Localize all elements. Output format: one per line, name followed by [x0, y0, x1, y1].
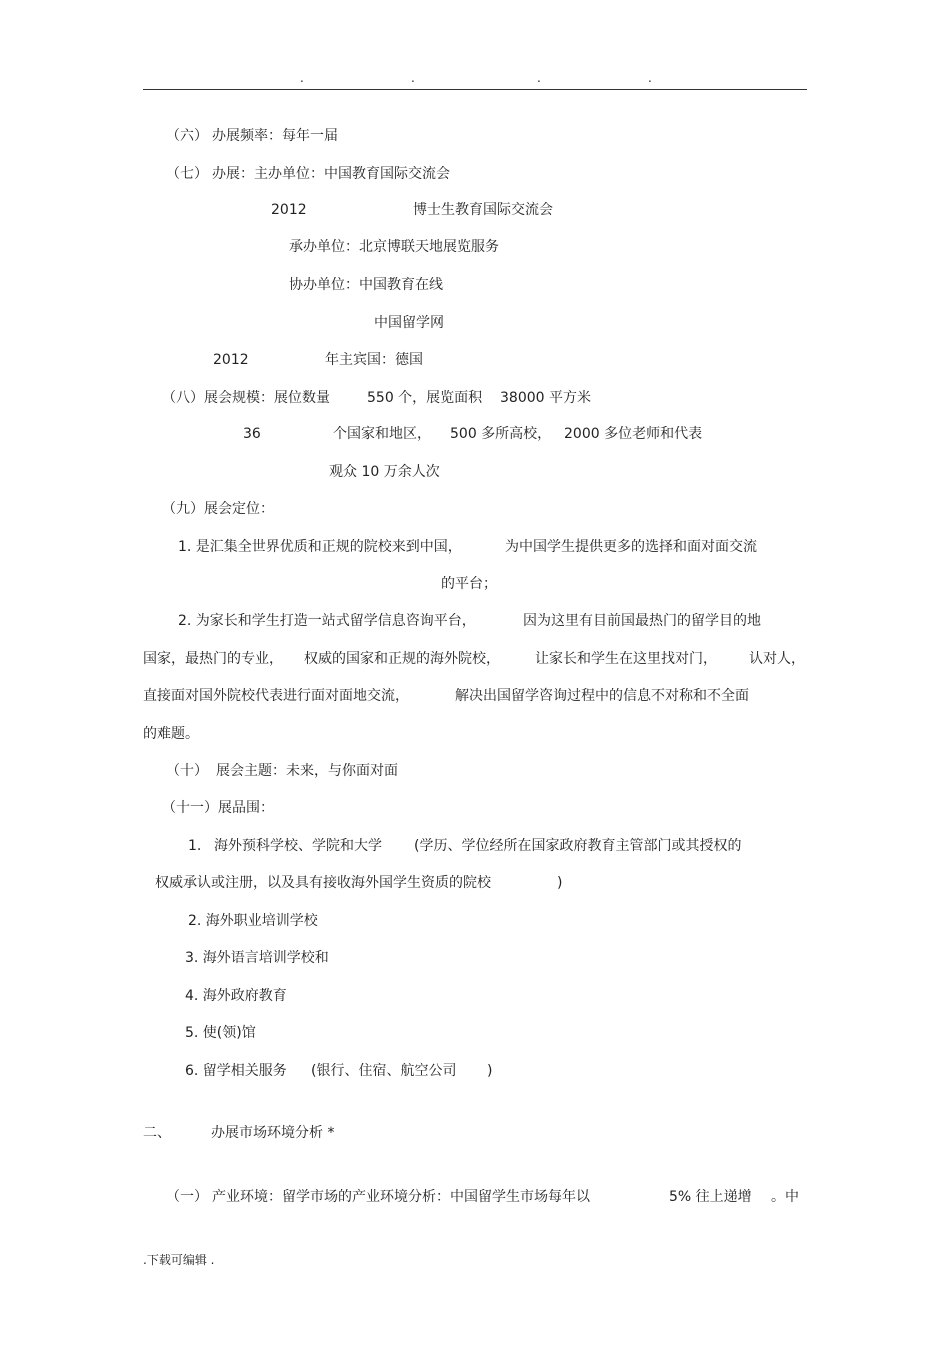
co-organizer-text-2: 中国留学网: [374, 315, 444, 331]
year-text: 2012: [213, 352, 249, 368]
section-number: 二、: [143, 1125, 171, 1141]
positioning-1a: 1. 是汇集全世界优质和正规的院校来到中国，: [178, 539, 462, 555]
range-item-6b: (银行、住宿、航空公司: [311, 1063, 457, 1079]
range-item-1c: 权威承认或注册，以及具有接收海外国学生资质的院校: [155, 875, 491, 891]
scale-booths: 550 个，展览面积: [367, 390, 483, 406]
positioning-2b: 因为这里有目前国最热门的留学目的地: [523, 613, 761, 629]
range-item-1b: (学历、学位经所在国家政府教育主管部门或其授权的: [414, 838, 742, 854]
scale-countries: 个国家和地区，: [333, 426, 431, 442]
positioning-2d: 权威的国家和正规的海外院校，: [304, 651, 500, 667]
positioning-2g: 直接面对国外院校代表进行面对面地交流，: [143, 688, 409, 704]
scale-label: （八）展会规模：展位数量: [162, 390, 330, 406]
industry-text: 产业环境：留学市场的产业环境分析：中国留学生市场每年以: [212, 1189, 590, 1205]
industry-text-end: 。中: [771, 1189, 799, 1205]
header-dot: .: [300, 71, 304, 85]
range-item-5: 5. 使(领)馆: [185, 1025, 256, 1041]
section-title: 办展市场环境分析 *: [211, 1125, 335, 1141]
footer-text: .下载可编辑 .: [143, 1253, 215, 1267]
positioning-2f: 认对人，: [749, 651, 805, 667]
positioning-1c: 的平台；: [441, 576, 497, 592]
range-item-number: 1.: [188, 838, 202, 854]
scale-countries-num: 36: [243, 426, 261, 442]
range-title: （十一）展品围：: [162, 800, 274, 816]
industry-rate: 5% 往上递增: [669, 1189, 752, 1205]
range-item-2: 2. 海外职业培训学校: [188, 913, 318, 929]
header-dot: .: [411, 71, 415, 85]
scale-visitors: 观众 10 万余人次: [329, 464, 440, 480]
year-text: 2012: [271, 202, 307, 218]
positioning-2i: 的难题。: [143, 726, 199, 742]
guest-country-text: 年主宾国：德国: [325, 352, 423, 368]
range-item-1d: ): [557, 875, 563, 891]
co-organizer-text: 协办单位：中国教育在线: [289, 277, 443, 293]
positioning-1b: 为中国学生提供更多的选择和面对面交流: [505, 539, 757, 555]
organizer-text: 办展：主办单位：中国教育国际交流会: [212, 166, 450, 182]
range-item-6a: 6. 留学相关服务: [185, 1063, 287, 1079]
item-number: （一）: [166, 1189, 208, 1205]
header-dot: .: [537, 71, 541, 85]
positioning-2c: 国家，最热门的专业，: [143, 651, 283, 667]
positioning-2e: 让家长和学生在这里找对门，: [535, 651, 717, 667]
item-number: （七）: [166, 166, 208, 182]
positioning-2h: 解决出国留学咨询过程中的信息不对称和不全面: [455, 688, 749, 704]
scale-teachers: 2000 多位老师和代表: [564, 426, 703, 442]
item-number: （十）: [166, 763, 208, 779]
theme-text: 展会主题：未来，与你面对面: [216, 763, 398, 779]
undertaker-text: 承办单位：北京博联天地展览服务: [289, 239, 499, 255]
positioning-2a: 2. 为家长和学生打造一站式留学信息咨询平台，: [178, 613, 476, 629]
header-dot: .: [648, 71, 652, 85]
frequency-text: 办展频率：每年一届: [212, 128, 338, 144]
range-item-4: 4. 海外政府教育: [185, 988, 287, 1004]
positioning-title: （九）展会定位：: [162, 501, 274, 517]
range-item-1a: 海外预科学校、学院和大学: [214, 838, 382, 854]
item-number: （六）: [166, 128, 208, 144]
scale-area: 38000 平方米: [500, 390, 591, 406]
fair-name: 博士生教育国际交流会: [413, 202, 553, 218]
scale-schools: 500 多所高校，: [450, 426, 552, 442]
range-item-6c: ): [487, 1063, 493, 1079]
header-rule: [143, 89, 807, 90]
range-item-3: 3. 海外语言培训学校和: [185, 950, 329, 966]
